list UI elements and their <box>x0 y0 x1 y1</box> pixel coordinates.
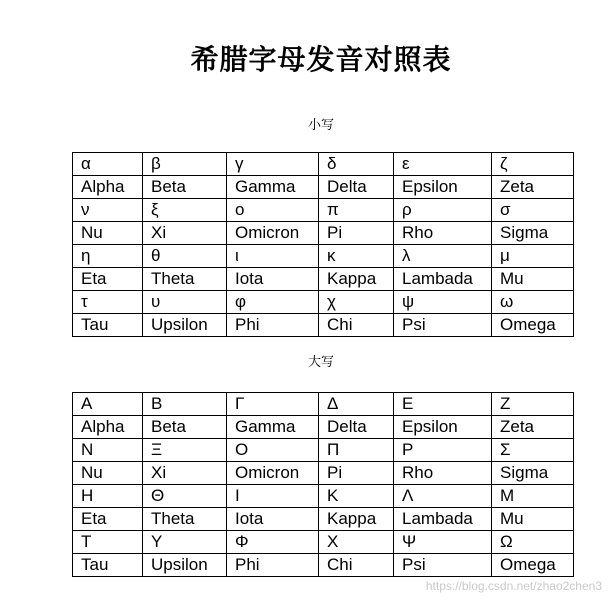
letter-row <box>73 291 574 314</box>
name-row <box>73 554 574 577</box>
greek-letter-cell: Τ <box>73 531 143 554</box>
letter-name-cell: Epsilon <box>394 176 492 199</box>
letter-name-cell: Xi <box>143 222 227 245</box>
greek-letter-cell: Ε <box>394 393 492 416</box>
letter-name-cell: Kappa <box>319 268 394 291</box>
greek-letter-cell: Θ <box>143 485 227 508</box>
uppercase-table <box>72 392 574 577</box>
letter-name-cell: Theta <box>143 508 227 531</box>
greek-letter-cell: Μ <box>492 485 574 508</box>
letter-name-cell: Rho <box>394 222 492 245</box>
letter-name-cell: Epsilon <box>394 416 492 439</box>
greek-letter-cell: Ν <box>73 439 143 462</box>
name-row <box>73 222 574 245</box>
greek-letter-cell: Ο <box>227 439 319 462</box>
greek-letter-cell: Α <box>73 393 143 416</box>
letter-name-cell: Kappa <box>319 508 394 531</box>
uppercase-caption: 大写 <box>307 355 334 370</box>
greek-letter-cell: π <box>319 199 394 222</box>
greek-letter-cell: ρ <box>394 199 492 222</box>
name-row <box>73 508 574 531</box>
letter-name-cell: Gamma <box>227 416 319 439</box>
letter-name-cell: Chi <box>319 554 394 577</box>
greek-letter-cell: ι <box>227 245 319 268</box>
letter-name-cell: Psi <box>394 314 492 337</box>
greek-letter-cell: Σ <box>492 439 574 462</box>
greek-letter-cell: Ζ <box>492 393 574 416</box>
letter-name-cell: Tau <box>73 554 143 577</box>
letter-name-cell: Chi <box>319 314 394 337</box>
name-row <box>73 462 574 485</box>
greek-letter-cell: Η <box>73 485 143 508</box>
greek-letter-cell: ω <box>492 291 574 314</box>
letter-name-cell: Xi <box>143 462 227 485</box>
letter-name-cell: Rho <box>394 462 492 485</box>
name-row <box>73 268 574 291</box>
letter-name-cell: Lambada <box>394 508 492 531</box>
letter-name-cell: Delta <box>319 176 394 199</box>
letter-row <box>73 245 574 268</box>
letter-name-cell: Theta <box>143 268 227 291</box>
letter-name-cell: Omicron <box>227 222 319 245</box>
greek-letter-cell: Φ <box>227 531 319 554</box>
letter-name-cell: Beta <box>143 416 227 439</box>
greek-letter-cell: Χ <box>319 531 394 554</box>
greek-letter-cell: μ <box>492 245 574 268</box>
greek-letter-cell: σ <box>492 199 574 222</box>
letter-name-cell: Omega <box>492 554 574 577</box>
letter-name-cell: Pi <box>319 462 394 485</box>
greek-letter-cell: α <box>73 153 143 176</box>
greek-letter-cell: ν <box>73 199 143 222</box>
watermark: https://blog.csdn.net/zhao2chen3 <box>425 579 602 593</box>
lowercase-caption: 小写 <box>307 118 334 133</box>
greek-letter-cell: κ <box>319 245 394 268</box>
letter-name-cell: Pi <box>319 222 394 245</box>
lowercase-table <box>72 152 574 337</box>
letter-row <box>73 485 574 508</box>
page-title: 希腊字母发音对照表 <box>190 43 452 76</box>
letter-name-cell: Tau <box>73 314 143 337</box>
greek-letter-cell: Ψ <box>394 531 492 554</box>
letter-name-cell: Mu <box>492 508 574 531</box>
letter-name-cell: Nu <box>73 222 143 245</box>
letter-name-cell: Nu <box>73 462 143 485</box>
letter-name-cell: Upsilon <box>143 554 227 577</box>
letter-name-cell: Upsilon <box>143 314 227 337</box>
letter-name-cell: Zeta <box>492 176 574 199</box>
letter-name-cell: Phi <box>227 554 319 577</box>
letter-name-cell: Omega <box>492 314 574 337</box>
name-row <box>73 314 574 337</box>
greek-letter-cell: Ξ <box>143 439 227 462</box>
greek-letter-cell: Ρ <box>394 439 492 462</box>
greek-letter-cell: η <box>73 245 143 268</box>
name-row <box>73 416 574 439</box>
letter-name-cell: Alpha <box>73 176 143 199</box>
greek-letter-cell: Λ <box>394 485 492 508</box>
greek-letter-cell: Β <box>143 393 227 416</box>
greek-letter-cell: γ <box>227 153 319 176</box>
greek-letter-cell: φ <box>227 291 319 314</box>
greek-letter-cell: λ <box>394 245 492 268</box>
letter-name-cell: Iota <box>227 268 319 291</box>
greek-letter-cell: Κ <box>319 485 394 508</box>
letter-name-cell: Zeta <box>492 416 574 439</box>
greek-letter-cell: ο <box>227 199 319 222</box>
letter-name-cell: Mu <box>492 268 574 291</box>
letter-name-cell: Alpha <box>73 416 143 439</box>
greek-letter-cell: Ω <box>492 531 574 554</box>
greek-letter-cell: υ <box>143 291 227 314</box>
greek-letter-cell: τ <box>73 291 143 314</box>
greek-letter-cell: ζ <box>492 153 574 176</box>
letter-name-cell: Phi <box>227 314 319 337</box>
letter-name-cell: Lambada <box>394 268 492 291</box>
letter-name-cell: Omicron <box>227 462 319 485</box>
letter-name-cell: Delta <box>319 416 394 439</box>
name-row <box>73 176 574 199</box>
letter-row <box>73 199 574 222</box>
letter-row <box>73 153 574 176</box>
letter-name-cell: Eta <box>73 508 143 531</box>
letter-row <box>73 439 574 462</box>
letter-name-cell: Beta <box>143 176 227 199</box>
letter-name-cell: Iota <box>227 508 319 531</box>
greek-letter-cell: Π <box>319 439 394 462</box>
letter-name-cell: Sigma <box>492 222 574 245</box>
greek-letter-cell: Υ <box>143 531 227 554</box>
greek-letter-cell: β <box>143 153 227 176</box>
greek-letter-cell: Δ <box>319 393 394 416</box>
letter-name-cell: Psi <box>394 554 492 577</box>
greek-letter-cell: Ι <box>227 485 319 508</box>
letter-row <box>73 393 574 416</box>
letter-name-cell: Sigma <box>492 462 574 485</box>
greek-letter-cell: ε <box>394 153 492 176</box>
greek-letter-cell: ξ <box>143 199 227 222</box>
greek-letter-cell: θ <box>143 245 227 268</box>
letter-row <box>73 531 574 554</box>
greek-letter-cell: δ <box>319 153 394 176</box>
greek-letter-cell: ψ <box>394 291 492 314</box>
greek-letter-cell: Γ <box>227 393 319 416</box>
letter-name-cell: Eta <box>73 268 143 291</box>
greek-letter-cell: χ <box>319 291 394 314</box>
letter-name-cell: Gamma <box>227 176 319 199</box>
